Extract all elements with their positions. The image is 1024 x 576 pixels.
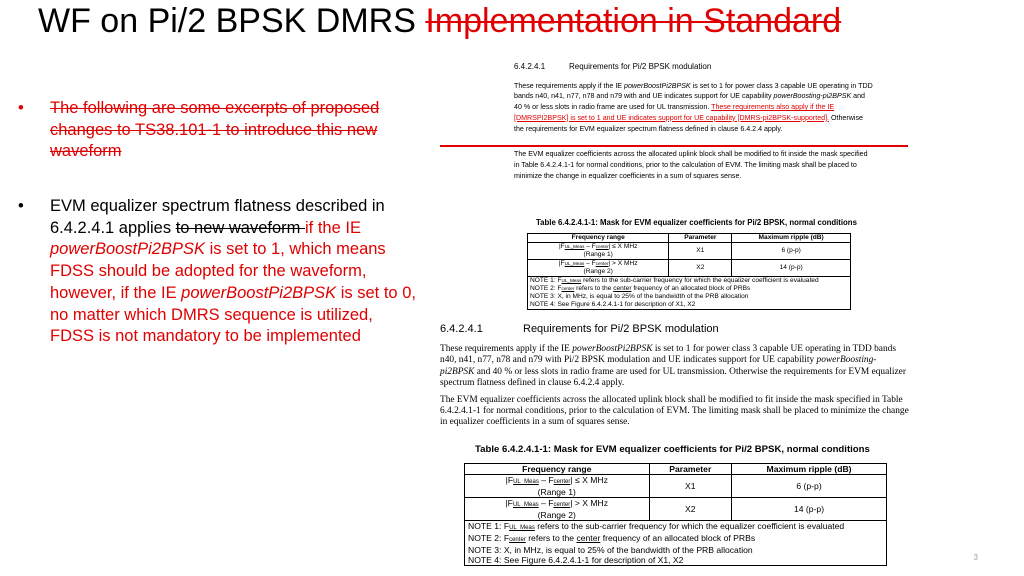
bullet-2-ie-2: powerBoostPi2BPSK	[181, 283, 337, 302]
big-doc-header	[440, 324, 910, 335]
bullet-dot: •	[18, 197, 24, 215]
header-max-ripple: Maximum ripple (dB)	[732, 464, 887, 475]
bullet-2-red-1: if the IE	[305, 218, 361, 237]
red-strike-line	[440, 145, 908, 147]
big-doc-section-num: 6.4.2.4.1	[440, 323, 483, 335]
bullet-dot: •	[18, 99, 24, 117]
header-frequency-range: Frequency range	[528, 234, 669, 243]
bullet-2-red-2: is set to 1, which means FDSS should be adopted for the waveform, however, if the IE	[50, 240, 386, 302]
big-doc-paragraph-2: The EVM equalizer coefficients across the allocated uplink block shall be modified to fit inside the mask specified in Table 6.4.2.4.1-1 for normal conditions, prior to the calculation of EVM. The limiting mask shall be placed to minimize the change in equalizer coefficients in a sum of squares sense.	[440, 395, 909, 428]
table-row: |FUL_Meas – Fcenter| > X MHz (Range 2) X2 14 (p-p)	[528, 260, 851, 277]
table-row: |FUL_Meas – Fcenter| ≤ X MHz (Range 1) X1 6 (p-p)	[528, 243, 851, 260]
big-doc-excerpt	[440, 324, 910, 435]
header-max-ripple: Maximum ripple (dB)	[732, 234, 851, 243]
bullet-2-red-3: is set to 0, no matter which DMRS sequence is utilized, FDSS is not mandatory to be implemented	[50, 283, 416, 346]
header-parameter: Parameter	[649, 464, 732, 475]
small-doc-header	[514, 62, 874, 73]
slide-title	[38, 2, 841, 41]
small-doc-paragraph-2: The EVM equalizer coefficients across the allocated uplink block shall be modified to fit inside the mask specified in Table 6.4.2.4.1-1 for normal conditions, prior to the calculation of EVM. The limiting mask shall be placed to minimize the change in equalizer coefficients in a sum of squares sense.	[514, 150, 868, 180]
header-frequency-range: Frequency range	[465, 464, 650, 475]
small-mask-table	[527, 233, 851, 310]
bullet-2-struck: to new waveform	[175, 218, 305, 237]
table-notes-row: NOTE 1: FUL_Meas refers to the sub-carrier frequency for which the equalizer coefficient is evaluated NOTE 2: Fcenter refers to the center frequency of an allocated block of PRBs NOTE 3: X, in MHz, is equal to 25% of the bandwidth of the PRB allocation NOTE 4: See Figure 6.4.2.4.1-1 for description of X1, X2	[465, 521, 887, 566]
bullet-2	[18, 196, 418, 348]
big-doc-section-title: Requirements for Pi/2 BPSK modulation	[523, 323, 719, 335]
small-doc-paragraph-1: These requirements apply if the IE powerBoostPi2BPSK is set to 1 for power class 3 capable UE operating in TDD bands n40, n41, n77, n78 and n79 with and UE indicates support for UE capability powerBoosting-pi2BPSK and 40 % or less slots in radio frame are used for UL transmission. These requirements also apply if the IE [DMRSPI2BPSK] is set to 1 and UE indicates support for UE capability [DMRS-pi2BPSK-supported]. Otherwise the requirements for EVM equalizer spectrum flatness defined in clause 6.4.2.4 apply.	[514, 81, 873, 133]
small-doc-section-num: 6.4.2.4.1	[514, 62, 546, 71]
big-doc-paragraph-1: These requirements apply if the IE powerBoostPi2BPSK is set to 1 for power class 3 capable UE operating in TDD bands n40, n41, n77, n78 and n79 with Pi/2 BPSK modulation and UE indicates support for UE capability powerBoosting-pi2BPSK and 40 % or less slots in radio frame are used for UL transmission. Otherwise the requirements for EVM equalizer spectrum flatness defined in clause 6.4.2.4 apply.	[440, 344, 906, 388]
table-row: |FUL_Meas – Fcenter| > X MHz (Range 2) X2 14 (p-p)	[465, 498, 887, 521]
small-doc-excerpt	[514, 62, 874, 181]
bullet-1-text: The following are some excerpts of proposed changes to TS38.101-1 to introduce this new waveform	[50, 99, 380, 161]
title-struck: Implementation in Standard	[425, 2, 842, 40]
small-doc-section-title: Requirements for Pi/2 BPSK modulation	[569, 62, 712, 71]
page-number: 3	[973, 553, 978, 562]
table-row: |FUL_Meas – Fcenter| ≤ X MHz (Range 1) X1 6 (p-p)	[465, 475, 887, 498]
bullet-2-prefix: EVM equalizer spectrum flatness described in 6.4.2.4.1 applies	[50, 197, 385, 237]
small-table-caption: Table 6.4.2.4.1-1: Mask for EVM equalizer coefficients for Pi/2 BPSK, normal conditions	[536, 218, 857, 227]
title-main: WF on Pi/2 BPSK DMRS	[38, 2, 426, 40]
bullet-1	[18, 98, 418, 163]
table-notes-row: NOTE 1: FUL_Meas refers to the sub-carrier frequency for which the equalizer coefficient is evaluated NOTE 2: Fcenter refers to the center frequency of an allocated block of PRBs NOTE 3: X, in MHz, is equal to 25% of the bandwidth of the PRB allocation NOTE 4: See Figure 6.4.2.4.1-1 for description of X1, X2	[528, 277, 851, 310]
bullet-2-ie-1: powerBoostPi2BPSK	[50, 240, 206, 259]
header-parameter: Parameter	[669, 234, 732, 243]
small-doc-red-insert: These requirements also apply if the IE [DMRSPI2BPSK] is set to 1 and UE indicates support for UE capability [DMRS-pi2BPSK-supported].	[514, 103, 835, 122]
big-mask-table	[464, 463, 887, 566]
big-table-caption: Table 6.4.2.4.1-1: Mask for EVM equalizer coefficients for Pi/2 BPSK, normal conditions	[475, 444, 870, 455]
